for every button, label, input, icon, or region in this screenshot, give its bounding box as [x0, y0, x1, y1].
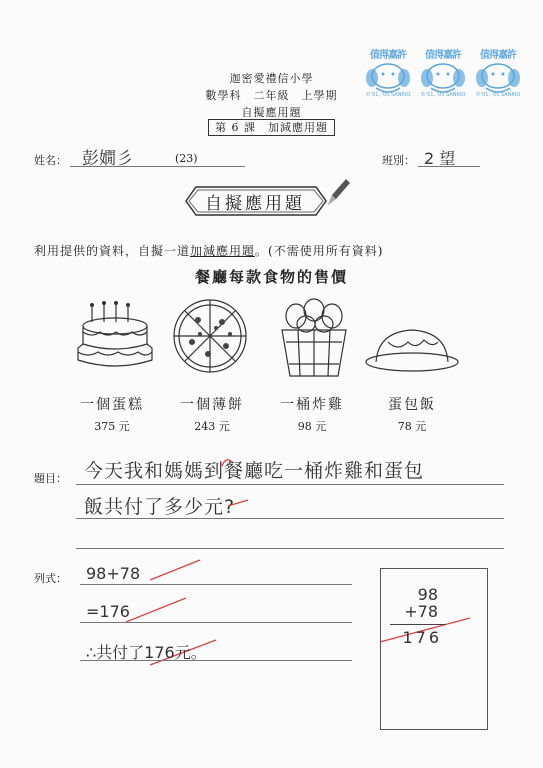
instruction-text: 利用提供的資料，自擬一道	[34, 244, 191, 258]
food-name: 一個蛋糕	[80, 397, 144, 413]
stamp-text: 值得嘉許	[370, 50, 406, 61]
food-name: 蛋包飯	[388, 397, 436, 413]
name-label: 姓名：	[34, 154, 67, 167]
instruction-note: 。(不需使用所有資料)	[255, 244, 384, 258]
class-label: 班別：	[382, 154, 415, 167]
stamp-copyright: ©'01, '05 SANRIO	[420, 92, 466, 98]
food-name: 一個薄餅	[180, 397, 244, 413]
class-value: 2 望	[424, 149, 456, 168]
correction-mark	[228, 500, 248, 506]
correction-mark	[222, 460, 232, 466]
lesson-box: 第 6 課 加減應用題	[208, 119, 335, 136]
instruction-underlined: 加減應用題	[190, 244, 256, 258]
formula-line-2	[80, 622, 352, 623]
subject-line: 數學科 二年級 上學期	[205, 89, 338, 102]
banner-title: 自擬應用題	[205, 194, 305, 214]
food-price: 375 元	[94, 420, 130, 433]
menu-title: 餐廳每款食物的售價	[194, 268, 348, 286]
name-value: 彭嫺彡	[82, 149, 133, 169]
formula-text-2: =176	[86, 602, 130, 621]
check-mark	[126, 598, 186, 622]
formula-line-1	[80, 584, 352, 585]
check-mark	[150, 560, 200, 580]
food-price: 243 元	[194, 420, 230, 433]
question-label: 題目：	[34, 472, 67, 485]
calc-result: 176	[402, 628, 442, 647]
food-name: 一桶炸雞	[280, 397, 344, 413]
stamp-copyright: ©'01, '05 SANRIO	[475, 92, 521, 98]
student-number: (23)	[175, 152, 198, 165]
stamp-text: 值得嘉許	[480, 50, 516, 61]
question-text-line-2: 飯共付了多少元?	[84, 496, 236, 518]
formula-label: 列式：	[34, 572, 67, 585]
stamp-text: 值得嘉許	[425, 50, 461, 61]
calc-addend: +78	[404, 602, 438, 621]
calc-rule	[390, 624, 446, 625]
food-price: 78 元	[397, 420, 427, 433]
question-text-line-1: 今天我和媽媽到餐廳吃一桶炸雞和蛋包	[84, 460, 425, 482]
food-price: 98 元	[297, 420, 327, 433]
formula-text-1: 98+78	[86, 564, 141, 583]
school-name: 迦密愛禮信小學	[229, 72, 314, 85]
stamp-copyright: ©'01, '05 SANRIO	[365, 92, 411, 98]
formula-text-3: ∴共付了176元。	[86, 643, 207, 662]
topic-line: 自擬應用題	[241, 106, 302, 119]
calc-top: 98	[417, 585, 438, 604]
